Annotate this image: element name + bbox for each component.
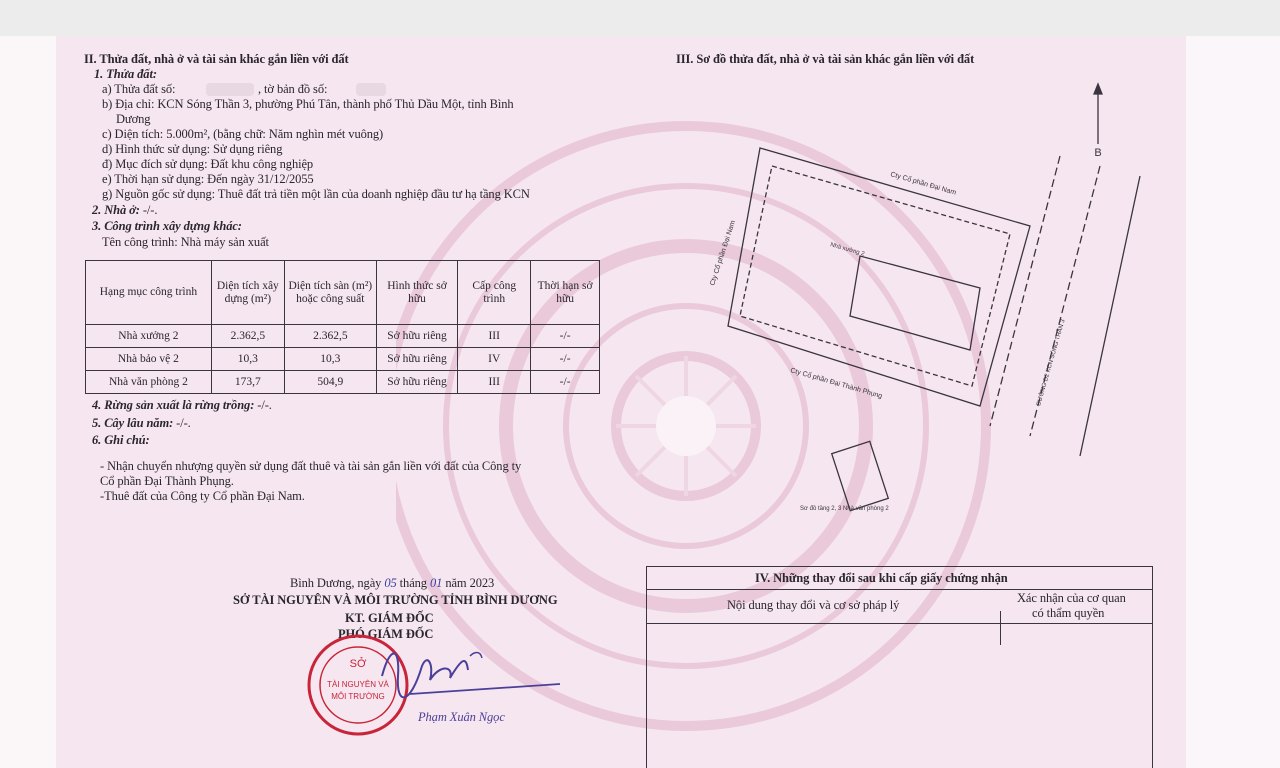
address-line-1: b) Địa chỉ: KCN Sóng Thần 3, phường Phú Tân, thành phố Thủ Dầu Một, tỉnh Bình [102, 97, 514, 111]
signer-position: PHÓ GIÁM ĐỐC [338, 627, 434, 641]
on-behalf-of: KT. GIÁM ĐỐC [345, 611, 434, 625]
land-area: c) Diện tích: 5.000m², (bằng chữ: Năm nghìn mét vuông) [102, 127, 384, 141]
cell-term: -/- [531, 371, 600, 394]
cell-grade: III [458, 371, 531, 394]
perennial-line [92, 416, 191, 431]
handwritten-signature [370, 636, 570, 716]
col-header-item: Hạng mục công trình [86, 261, 212, 325]
col-header-floor-area: Diện tích sàn (m²) hoặc công suất [284, 261, 376, 325]
address-line-2: Dương [116, 112, 151, 126]
issuing-agency: SỞ TÀI NGUYÊN VÀ MÔI TRƯỜNG TỈNH BÌNH DƯƠNG [233, 593, 558, 607]
cell-build-area: 10,3 [211, 348, 284, 371]
cell-ownership: Sở hữu riêng [376, 348, 457, 371]
perennial-heading: 5. Cây lâu năm: [92, 416, 174, 430]
cell-grade: IV [458, 348, 531, 371]
cell-build-area: 2.362,5 [211, 325, 284, 348]
cell-item: Nhà bảo vệ 2 [86, 348, 212, 371]
changes-header [647, 567, 1152, 590]
month-value: 01 [429, 576, 443, 590]
use-origin: g) Nguồn gốc sử dụng: Thuê đất trả tiền một lần của doanh nghiệp đầu tư hạ tầng KCN [102, 187, 530, 201]
construction-table [85, 260, 600, 394]
building-label: Nhà xưởng 2 [829, 242, 866, 258]
cell-floor-area: 10,3 [284, 348, 376, 371]
note-1-line-1: - Nhận chuyển nhượng quyền sử dụng đất thuê và tài sản gắn liền với đất của Công ty [100, 459, 522, 473]
year-value: năm 2023 [445, 576, 495, 590]
map-sheet-number: , tờ bản đồ số: [258, 82, 328, 96]
parcel-number: a) Thửa đất số: [102, 82, 176, 96]
day-value: 05 [384, 576, 397, 590]
column-divider [1000, 611, 1001, 645]
seal-text-top: SỞ [349, 658, 367, 670]
cell-item: Nhà văn phòng 2 [86, 371, 212, 394]
use-term: e) Thời hạn sử dụng: Đến ngày 31/12/2055 [102, 172, 314, 186]
col-header-build-area: Diện tích xây dựng (m²) [211, 261, 284, 325]
col-header-term: Thời hạn sở hữu [531, 261, 600, 325]
redacted-parcel-number [206, 83, 254, 96]
house-heading: 2. Nhà ở: [92, 203, 140, 217]
works-name: Tên công trình: Nhà máy sản xuất [102, 235, 269, 249]
forest-heading: 4. Rừng sản xuất là rừng trồng: [92, 398, 255, 412]
changes-column-headers [647, 589, 1152, 624]
seal-text-middle-1: TÀI NGUYÊN VÀ [327, 680, 389, 689]
cell-item: Nhà xưởng 2 [86, 325, 212, 348]
note-1-line-2: Cổ phần Đại Thành Phụng. [100, 474, 234, 488]
neighbor-bottom-label: Cty Cổ phần Đại Thành Phụng [789, 367, 883, 401]
north-indicator: B [1094, 147, 1102, 159]
document-page [0, 36, 1280, 768]
neighbor-top-label: Cty Cổ phần Đại Nam [889, 171, 957, 197]
perennial-value: -/-. [173, 416, 191, 430]
viewer-top-bar [0, 0, 1280, 36]
col-confirmation-line-1: Xác nhận của cơ quan [1017, 591, 1126, 605]
table-row [86, 325, 600, 348]
section-3-title: III. Sơ đồ thửa đất, nhà ở và tài sản khác gắn liền với đất [676, 52, 975, 66]
changes-section [646, 566, 1153, 768]
cell-ownership: Sở hữu riêng [376, 325, 457, 348]
neighbor-left-label: Cty Cổ phần Đại Nam [709, 219, 737, 287]
section-2-title: II. Thửa đất, nhà ở và tài sản khác gắn liền với đất [84, 52, 349, 66]
cell-grade: III [458, 325, 531, 348]
col-header-ownership: Hình thức sở hữu [376, 261, 457, 325]
house-value: -/-. [139, 203, 158, 217]
redacted-map-sheet [356, 83, 386, 96]
use-purpose: đ) Mục đích sử dụng: Đất khu công nghiệp [102, 157, 314, 171]
table-header-row [86, 261, 600, 325]
forest-line [92, 398, 272, 413]
month-word: tháng [399, 576, 427, 590]
land-heading: 1. Thửa đất: [94, 67, 157, 81]
cell-term: -/- [531, 348, 600, 371]
table-row [86, 348, 600, 371]
cell-ownership: Sở hữu riêng [376, 371, 457, 394]
cell-term: -/- [531, 325, 600, 348]
land-parcel-map [680, 76, 1160, 516]
place-date-prefix: Bình Dương, ngày [290, 576, 382, 590]
col-change-content: Nội dung thay đổi và cơ sở pháp lý [727, 598, 900, 612]
house-line [92, 203, 157, 218]
col-confirmation-line-2: có thẩm quyền [1032, 606, 1105, 620]
cell-floor-area: 504,9 [284, 371, 376, 394]
place-date [290, 576, 494, 591]
cell-floor-area: 2.362,5 [284, 325, 376, 348]
col-header-grade: Cấp công trình [458, 261, 531, 325]
page-margin [1186, 36, 1280, 768]
table-row [86, 371, 600, 394]
use-form: d) Hình thức sử dụng: Sử dụng riêng [102, 142, 283, 156]
section-4-title: IV. Những thay đổi sau khi cấp giấy chứng nhận [755, 571, 1008, 585]
cell-build-area: 173,7 [211, 371, 284, 394]
works-heading: 3. Công trình xây dựng khác: [92, 219, 242, 233]
note-2: -Thuê đất của Công ty Cổ phần Đại Nam. [100, 489, 305, 503]
road-label: ĐƯỜNG D2 KCN SÓNG THẦN 3 [1036, 318, 1067, 407]
notes-heading: 6. Ghi chú: [92, 433, 150, 447]
forest-value: -/-. [254, 398, 272, 412]
seal-text-middle-2: MÔI TRƯỜNG [331, 692, 385, 701]
signer-name: Phạm Xuân Ngọc [418, 710, 505, 724]
inset-caption: Sơ đồ tầng 2, 3 Nhà văn phòng 2 [800, 506, 889, 512]
